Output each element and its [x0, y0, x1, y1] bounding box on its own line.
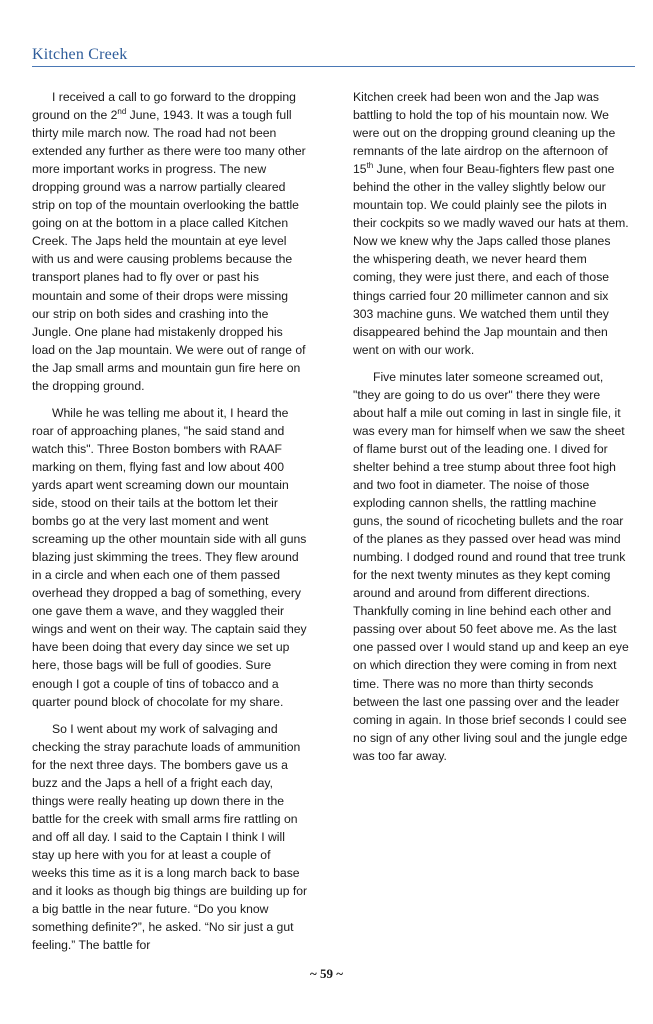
- ordinal-suffix: nd: [117, 106, 127, 116]
- text-run: June, 1943. It was a tough full thirty mile march now. The road had not been extended any further as there were too many other more important works in progress. The new dropping ground was a narrow partially cleared strip on top of the mountain overlooking the battle going on at the bottom in a place called Kitchen Creek. The Japs held the mountain at eye level with us and were causing problems because the transport planes had to fly over or past his mountain and some of their drops were missing our strip on both sides and crashing into the Jungle. One plane had mistakenly dropped his load on the Jap mountain. We were out of range of the Jap small arms and mountain gun fire here on the dropping ground.: [32, 108, 306, 393]
- page-number: ~ 59 ~: [309, 966, 344, 981]
- paragraph: [32, 88, 308, 395]
- right-text-column: [353, 88, 629, 774]
- left-text-column: [32, 88, 308, 963]
- paragraph: Five minutes later someone screamed out, "they are going to do us over" there they were about half a mile out coming in last in single file, it was every man for himself when we saw the sheet of flame burst out of the leading one. I dived for shelter behind a tree stump about three foot high and two foot in diameter. The noise of those exploding cannon shells, the rattling machine guns, the sound of ricocheting bullets and the roar of the planes as they passed over head was mind numbing. I dodged round and round that tree trunk for the next twenty minutes as they kept coming around and around from different directions. Thankfully coming in line behind each other and passing over about 50 feet above me. As the last one passed over I would stand up and keep an eye on which direction they were coming in from next time. There was no more than thirty seconds between the last one passing over and the leader coming in again. In those brief seconds I could see no sign of any other living soul and the jungle edge was too far away.: [353, 369, 629, 763]
- text-run: Kitchen creek had been won and the Jap was battling to hold the top of his mountain now. We were out on the dropping ground cleaning up the remnants of the late airdrop on the afternoon of 15: [353, 90, 616, 177]
- paragraph: So I went about my work of salvaging and checking the stray parachute loads of ammunition for the next three days. The bombers gave us a buzz and the Japs a hell of a fright each day, things were really heating up down there in the battle for the creek with small arms fire rattling on and off all day. I said to the Captain I think I will stay up here with you for at least a couple of weeks this time as it is a long march back to base and it looks as though big things are building up for a big battle in the near future. “Do you know something definite?”, he asked. “No sir just a gut feeling.” The battle for: [32, 721, 308, 953]
- ordinal-suffix: th: [366, 161, 374, 171]
- paragraph: [353, 88, 629, 359]
- text-run: I received a call to go forward to the dropping ground on the 2: [32, 90, 296, 123]
- running-header-title: Kitchen Creek: [32, 46, 128, 63]
- text-run: June, when four Beau-fighters flew past one behind the other in the valley slightly below our mountain top. We could plainly see the pilots in their cockpits so we madly waved our hats at them. Now we knew why the Japs called those planes the whispering death, we never heard them coming, they were just there, and each of those things carried four 20 millimeter cannon and six 303 machine guns. We watched them until they disappeared behind the Jap mountain and then went on with our work.: [353, 162, 629, 357]
- page-header: [32, 44, 635, 67]
- paragraph: While he was telling me about it, I heard the roar of approaching planes, "he said stand and watch this". Three Boston bombers with RAAF marking on them, flying fast and low about 400 yards apart went screaming down our mountain side, stood on their tails at the bottom let their bombs go at the very last moment and went screaming up the other mountain side with all guns blazing just skimming the trees. They flew around in a circle and when each one of them passed overhead they dropped a bag of something, every one gave them a wave, and they waggled their wings and went on their way. The captain said they have been doing that every day since we set up here, those bags will be full of goodies. Sure enough I got a couple of tins of tobacco and a quarter pound block of chocolate for my share.: [32, 405, 307, 709]
